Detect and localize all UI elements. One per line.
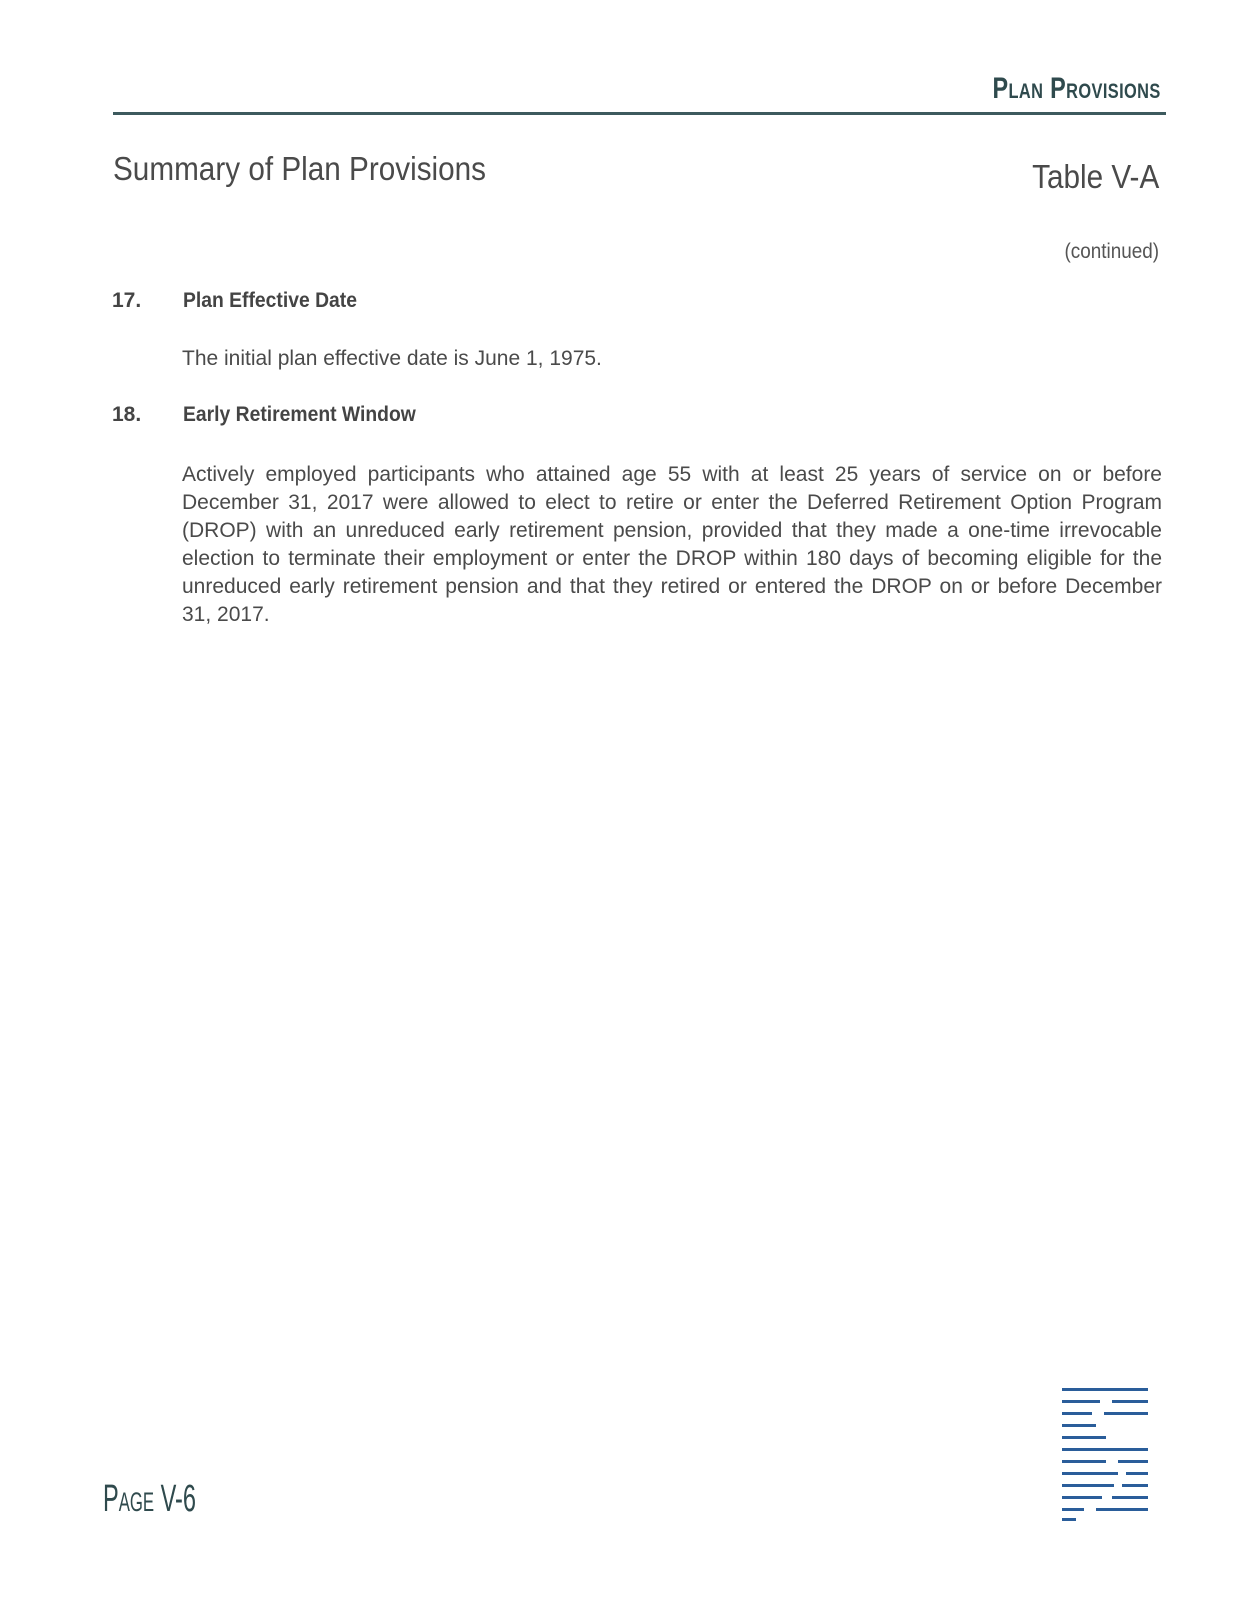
item-number: 17. xyxy=(112,289,142,312)
item-heading: Early Retirement Window xyxy=(183,403,416,426)
item-number: 18. xyxy=(112,403,142,426)
item-body: The initial plan effective date is June 1, 1975. xyxy=(182,347,602,370)
segal-logo-icon xyxy=(1060,1386,1150,1522)
table-label: Table V-A xyxy=(1031,158,1159,195)
item-heading: Plan Effective Date xyxy=(183,289,357,312)
continued-note: (continued) xyxy=(1064,240,1159,263)
header-rule xyxy=(113,112,1166,115)
page-title: Summary of Plan Provisions xyxy=(113,150,487,187)
page-number: Page V-6 xyxy=(103,1478,196,1520)
item-body: Actively employed participants who attained age 55 with at least 25 years of service on or before December 31, 2017 were allowed to elect to retire or enter the Deferred Retirement Option Program (DROP) with an unreduced early retirement pension, provided that they made a one-time irrevocable election to terminate their employment or enter the DROP within 180 days of becoming eligible for the unreduced early retirement pension and that they retired or entered the DROP on or before December 31, 2017. xyxy=(182,463,1162,626)
section-header: Plan Provisions xyxy=(992,72,1161,105)
